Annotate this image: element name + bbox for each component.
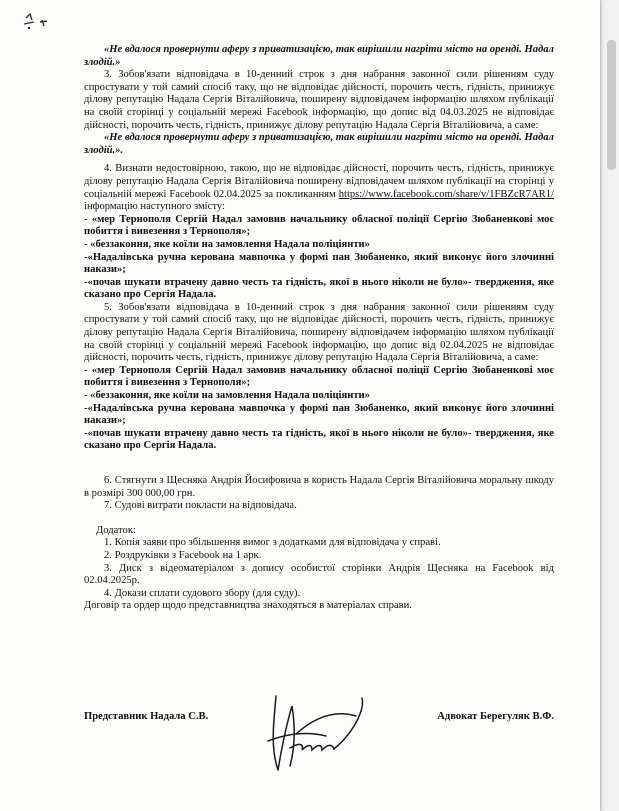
clause-4-text: 4. Визнати недостовірною, такою, що не відповідає дійсності, порочить честь, гідність, принижує ділову репутацію Надала Сергія Віталійовича поширену відповідачем шляхом публікації на сторінці у соціальній мережі Facebook 02.04.2025 за покликанням [84,163,554,200]
scan-artifact-mark [20,10,60,36]
attachment-4: 4. Докази сплати судового збору (для суду). [104,587,301,599]
scrollbar-thumb[interactable] [607,40,616,170]
quote-paragraph-2: «Не вдалося провернути аферу з приватизацією, так вирішили нагріти місто на оренді. Надал злодій.». [84,132,554,156]
vertical-scrollbar[interactable] [604,0,619,811]
contract-note: Договір та ордер щодо представництва знаходяться в матеріалах справи. [84,600,412,612]
statement-b4: -«почав шукати втрачену давно честь та гідність, якої в нього ніколи не було»- твердження, яке сказано про Сергія Надала. [84,427,554,452]
attachments-title: Додаток: [96,524,136,536]
statement-a1: - «мер Тернополя Сергій Надал замовив начальнику обласної поліції Сергію Зюбаненкові моє побиття і вивезення з Тернополя»; [84,213,554,238]
clause-3: 3. Зобов'язати відповідача в 10-денний строк з дня набрання законної сили рішенням суду спростувати у той самий спосіб таку, що не відповідає дійсності, порочить честь, гідність, принижує ділову репутацію Надала Сергія Віталійовича, поширену відповідачем інформацію шляхом публікації на своїй сторінці у соціальній мережі Facebook інформацію, що допис від 04.03.2025 не відповідає дійсності, порочить честь, гідність, принижує ділову репутацію Надала Сергія Віталійовича, а саме: [84,69,554,131]
clause-7: 7. Судові витрати покласти на відповідача. [104,500,297,512]
statement-b2: - «беззаконня, яке коїли на замовлення Надала поліціянти» [84,390,370,402]
lawyer-label: Адвокат Берегуляк В.Ф. [437,711,554,722]
clause-6: 6. Стягнути з Щесняка Андрія Йосифовича в користь Надала Сергія Віталійовича моральну шкоду в розмірі 300 000,00 грн. [84,475,554,499]
clause-5: 5. Зобов'язати відповідача в 10-денний строк з дня набрання законної сили рішенням суду спростувати у той самий спосіб таку, що не відповідає дійсності, порочить честь, гідність, принижує ділову репутацію Надала Сергія Віталійовича, поширену відповідачем інформацію шляхом публікації на своїй сторінці у соціальній мережі Facebook інформацію, що допис від 02.04.2025 не відповідає дійсності, порочить честь, гідність, принижує ділову репутацію Надала Сергія Віталійовича, а саме: [84,301,554,364]
attachment-1: 1. Копія заяви про збільшення вимог з додатками для відповідача у справі. [104,537,441,549]
clause-4 [84,163,554,213]
representative-label: Представник Надала С.В. [84,711,209,722]
attachment-2: 2. Роздруківки з Facebook на 1 арк. [104,549,262,561]
attachment-3: 3. Диск з відеоматеріалом з допису особистої сторінки Андрія Щесняка на Facebook від 02.04.2025р. [84,562,554,587]
statement-a2: - «беззаконня, яке коїли на замовлення Надала поліціянти» [84,238,370,250]
statement-b3: -«Надалівська ручна керована мавпочка у формі пан Зюбаненко, який виконує його злочинні накази»; [84,402,554,427]
quote-paragraph-1: «Не вдалося провернути аферу з приватизацією, так вирішили нагріти місто на оренді. Надал злодій.» [84,44,554,68]
facebook-link[interactable]: https://www.facebook.com/share/v/1FBZcR7AR1/ [338,188,554,200]
clause-4-tail: інформацію наступного змісту: [84,201,225,213]
statement-b1: - «мер Тернополя Сергій Надал замовив начальнику обласної поліції Сергію Зюбаненкові моє побиття і вивезення з Тернополя»; [84,364,554,389]
statement-a3: -«Надалівська ручна керована мавпочка у формі пан Зюбаненко, який виконує його злочинні накази»; [84,251,554,276]
statement-a4: -«почав шукати втрачену давно честь та гідність, якої в нього ніколи не було»- твердження, яке сказано про Сергія Надала. [84,276,554,301]
handwritten-signature [256,686,376,776]
document-body [84,44,554,613]
